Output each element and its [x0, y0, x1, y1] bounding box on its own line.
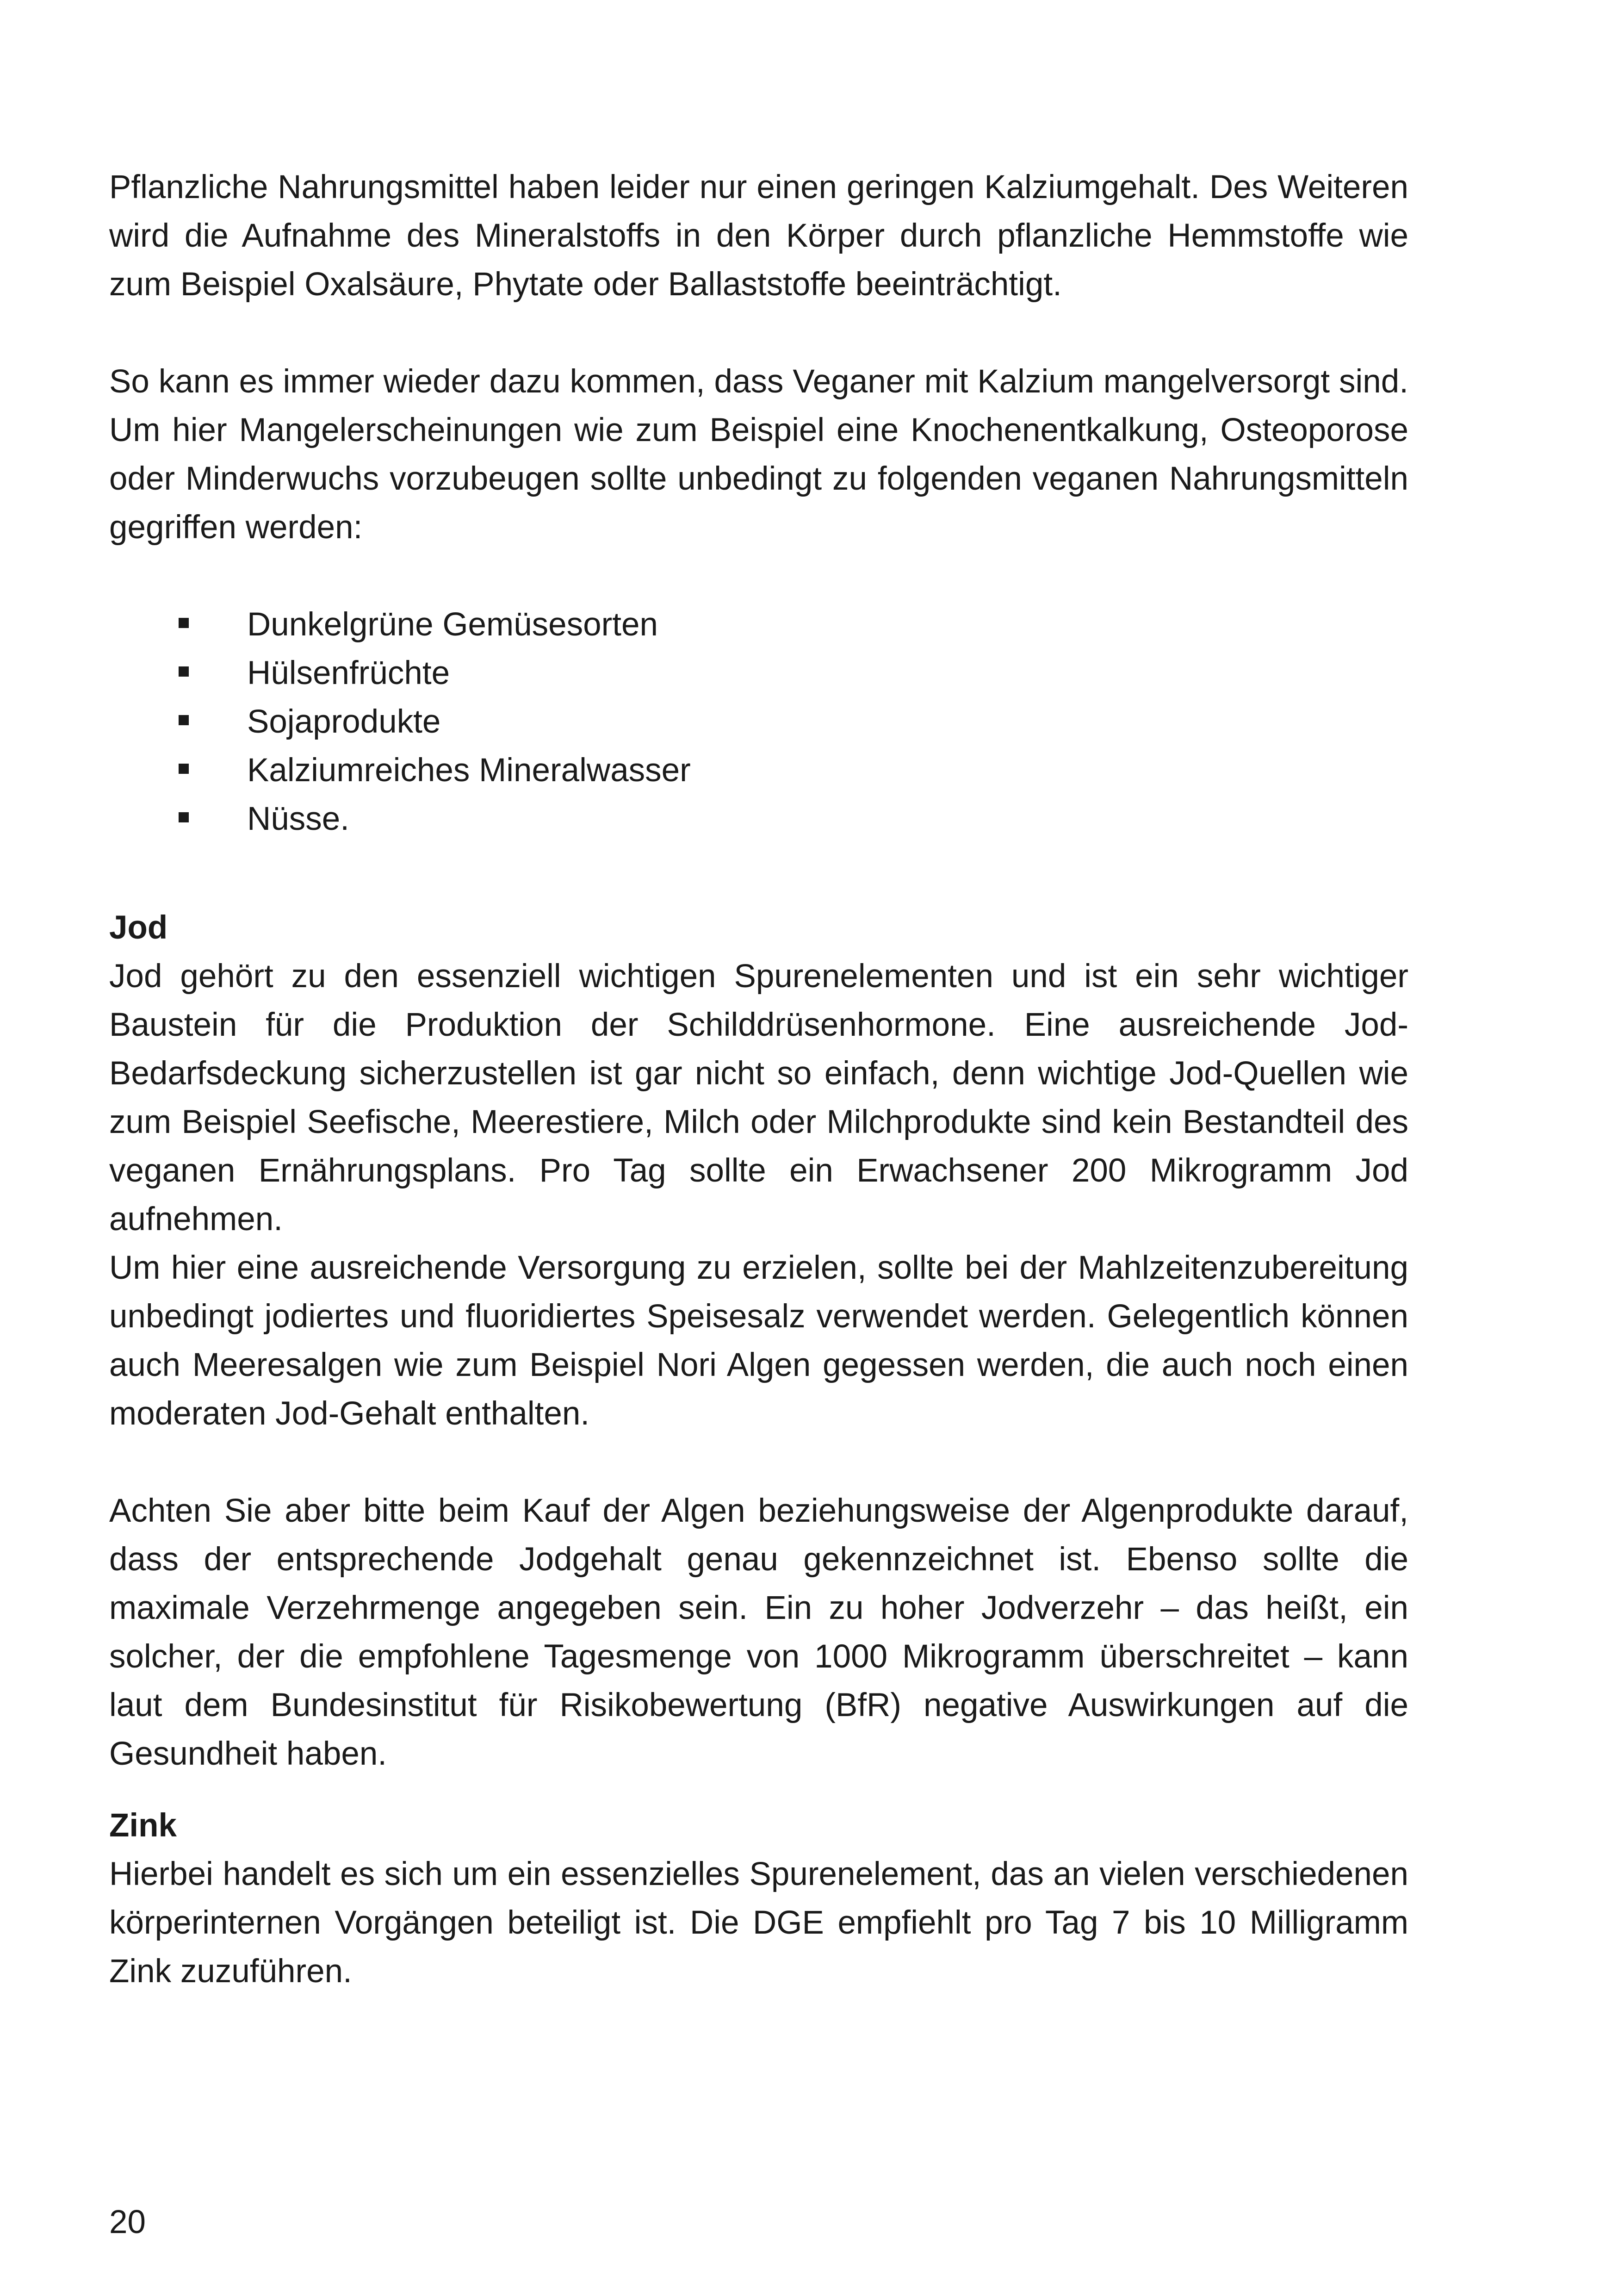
- page-number: 20: [109, 2204, 146, 2240]
- list-item: [179, 746, 1408, 795]
- section-spacer: [109, 843, 1408, 903]
- paragraph-spacer: [109, 309, 1408, 357]
- paragraph-jod-supply: Um hier eine ausreichende Versorgung zu erzielen, sollte bei der Mahlzeitenzubereitung unbedingt jodiertes und fluoridiertes Speisesalz verwendet werden. Gelegentlich können auch Meeresalgen wie zum Beispiel Nori Algen gegessen werden, die auch noch einen moderaten Jod-Gehalt enthalten.: [109, 1250, 1408, 1432]
- square-bullet-icon: [179, 715, 189, 725]
- square-bullet-icon: [179, 764, 189, 774]
- paragraph-spacer: [109, 552, 1408, 600]
- list-item: [179, 649, 1408, 697]
- list-item-text: Nüsse.: [247, 801, 349, 837]
- square-bullet-icon: [179, 666, 189, 677]
- paragraph-zink-intro: Hierbei handelt es sich um ein essenzielles Spurenelement, das an vielen verschiedenen körperinternen Vorgängen beteiligt ist. Die DGE empfiehlt pro Tag 7 bis 10 Milligramm Zink zuzuführen.: [109, 1856, 1408, 1990]
- list-item-text: Dunkelgrüne Gemüsesorten: [247, 606, 658, 643]
- list-item-text: Sojaprodukte: [247, 703, 441, 740]
- paragraph-jod-intro: Jod gehört zu den essenziell wichtigen Spurenelementen und ist ein sehr wichtiger Baustein für die Produktion der Schilddrüsenhormone. Eine ausreichende Jod-Bedarfsdeckung sicherzustellen ist gar nicht so einfach, denn wichtige Jod-Quellen wie zum Beispiel Seefische, Meerestiere, Milch oder Milchprodukte sind kein Bestandteil des veganen Ernährungsplans. Pro Tag sollte ein Erwachsener 200 Mikrogramm Jod aufnehmen.: [109, 958, 1408, 1238]
- square-bullet-icon: [179, 618, 189, 628]
- section-heading-zink: Zink: [109, 1807, 177, 1844]
- list-item-text: Hülsenfrüchte: [247, 655, 450, 691]
- list-item: [179, 697, 1408, 746]
- page-content: [109, 163, 1408, 1996]
- paragraph-jod-algae: Achten Sie aber bitte beim Kauf der Algen beziehungsweise der Algenprodukte darauf, dass der entsprechende Jodgehalt genau gekennzeichnet ist. Ebenso sollte die maximale Verzehrmenge angegeben sein. Ein zu hoher Jodverzehr – das heißt, ein solcher, der die empfohlene Tagesmenge von 1000 Mikrogramm überschreitet – kann laut dem Bundesinstitut für Risikobewertung (BfR) negative Auswirkungen auf die Gesundheit haben.: [109, 1493, 1408, 1772]
- list-item: [179, 600, 1408, 649]
- list-item-text: Kalziumreiches Mineralwasser: [247, 752, 691, 789]
- paragraph-spacer: [109, 1438, 1408, 1487]
- square-bullet-icon: [179, 812, 189, 822]
- paragraph-calcium-deficiency: So kann es immer wieder dazu kommen, dass Veganer mit Kalzium mangelversorgt sind. Um hier Mangelerscheinungen wie zum Beispiel eine Knochenentkalkung, Osteoporose oder Minderwuchs vorzubeugen sollte unbedingt zu folgenden veganen Nahrungsmitteln gegriffen werden:: [109, 363, 1408, 546]
- section-spacer: [109, 1778, 1408, 1801]
- calcium-food-list: [109, 600, 1408, 843]
- section-heading-jod: Jod: [109, 909, 168, 946]
- paragraph-calcium-intro: Pflanzliche Nahrungsmittel haben leider nur einen geringen Kalziumgehalt. Des Weiteren wird die Aufnahme des Mineralstoffs in den Körper durch pflanzliche Hemmstoffe wie zum Beispiel Oxalsäure, Phytate oder Ballaststoffe beeinträchtigt.: [109, 169, 1408, 303]
- list-item: [179, 795, 1408, 843]
